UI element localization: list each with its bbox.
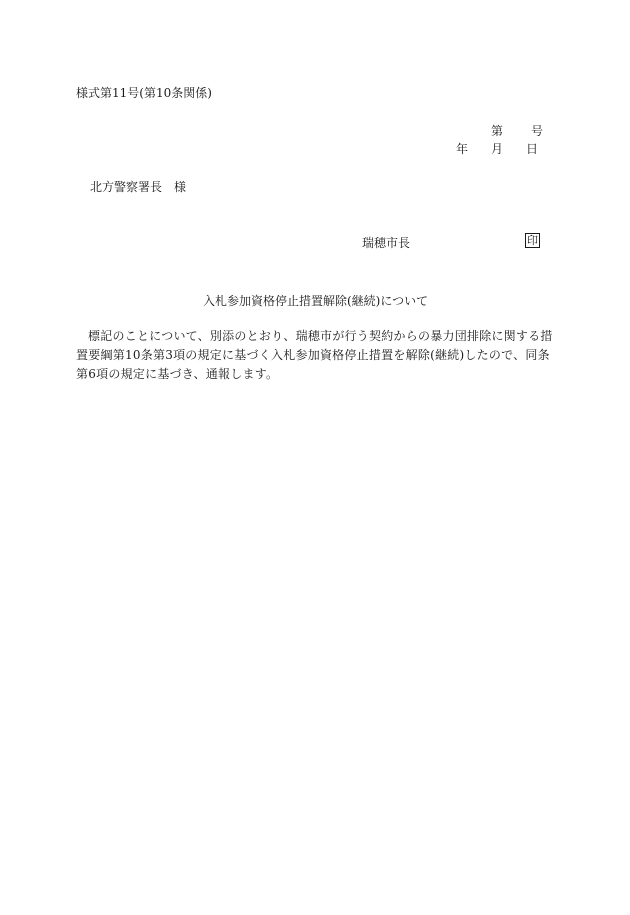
- document-date: [456, 142, 538, 156]
- date-year: 年: [456, 142, 469, 156]
- body-text: 標記のことについて、別添のとおり、瑞穂市が行う契約からの暴力団排除に関する措置要綱第10条第3項の規定に基づく入札参加資格停止措置を解除(継続)したので、同条第6項の規定に基づき、通報します。: [76, 329, 553, 381]
- sender-name: 瑞穂市長: [362, 236, 411, 250]
- document-number: [491, 124, 543, 138]
- date-month: 月: [491, 142, 504, 156]
- addressee: 北方警察署長 様: [90, 180, 187, 194]
- seal-mark: 印: [527, 234, 538, 247]
- subject-title: 入札参加資格停止措置解除(継続)について: [203, 294, 429, 308]
- date-day: 日: [526, 142, 539, 156]
- doc-number-suffix: 号: [531, 124, 544, 138]
- doc-number-prefix: 第: [491, 124, 504, 138]
- form-id: 様式第11号(第10条関係): [76, 86, 212, 100]
